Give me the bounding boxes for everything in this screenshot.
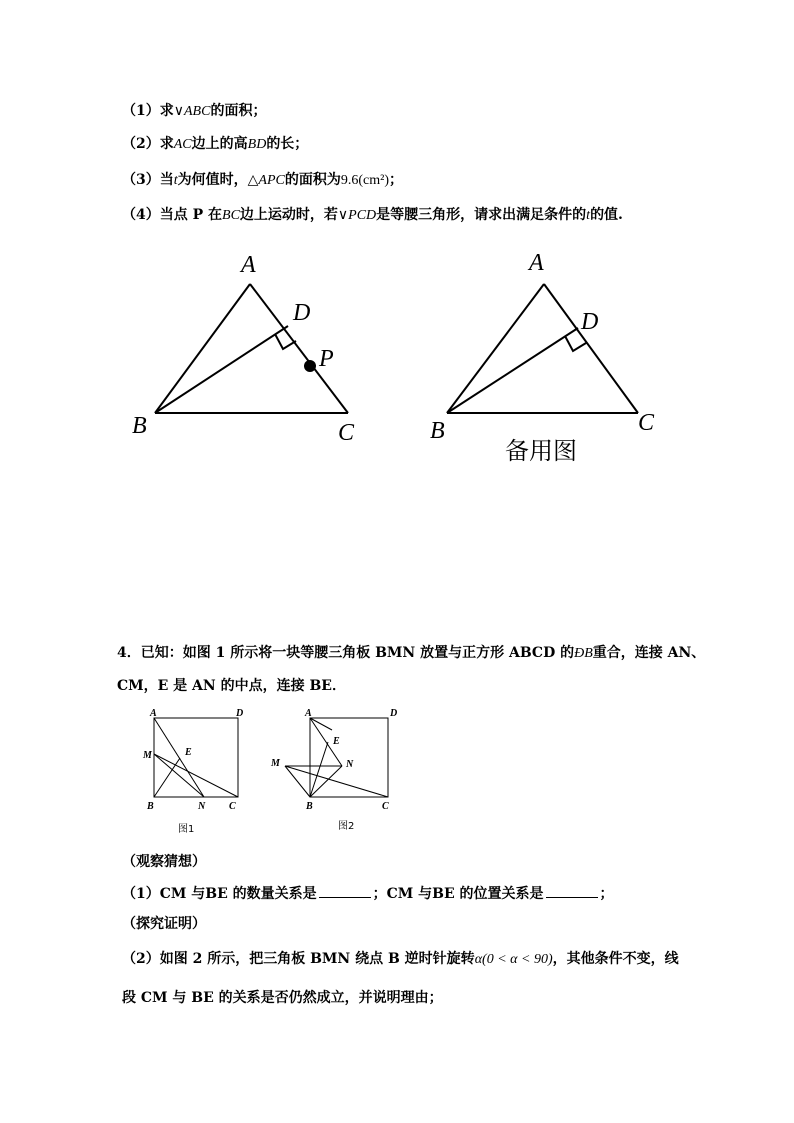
label-p: P bbox=[319, 346, 334, 372]
fig1-label-b: B bbox=[147, 801, 154, 812]
prove-line1-expr: α(0 < α < 90) bbox=[474, 952, 553, 967]
answer-blank-1[interactable] bbox=[319, 883, 371, 898]
fig2-caption: 图2 bbox=[338, 821, 355, 832]
fig1-label-n: N bbox=[198, 801, 206, 812]
observe-heading-text: （观察猜想） bbox=[122, 854, 206, 870]
answer-blank-2[interactable] bbox=[546, 883, 598, 898]
q3-label: （3）当 bbox=[122, 172, 174, 188]
prove-line1-a: （2）如图 2 所示，把三角板 BMN 绕点 B 逆时针旋转 bbox=[122, 951, 475, 967]
q4-expr3: t bbox=[586, 208, 591, 223]
label-c-2: C bbox=[638, 410, 655, 436]
q3-mid1: 为何值时， bbox=[177, 172, 248, 188]
observe-q-a: （1）CM 与BE 的数量关系是 bbox=[122, 886, 317, 902]
q3-expr3: 9.6(cm²) bbox=[340, 173, 389, 188]
q3-mid2: 的面积为 bbox=[284, 172, 341, 188]
q3-expr1: t bbox=[173, 173, 178, 188]
prove-line2-text: 段 CM 与 BE 的关系是否仍然成立，并说明理由； bbox=[122, 990, 443, 1006]
label-d: D bbox=[293, 300, 311, 326]
fig1-label-e: E bbox=[185, 747, 192, 758]
label-a-2: A bbox=[529, 250, 544, 276]
fig2-label-b: B bbox=[306, 801, 313, 812]
fig1-label-m: M bbox=[143, 750, 152, 761]
q2-tail: 的长； bbox=[266, 136, 309, 152]
q2-expr1: AC bbox=[173, 137, 192, 152]
q3-expr2: △APC bbox=[247, 173, 285, 188]
q1-expr: ∨ABC bbox=[173, 104, 211, 119]
fig2-label-e: E bbox=[333, 736, 340, 747]
segment-be bbox=[154, 758, 180, 797]
fig2-label-m: M bbox=[271, 758, 280, 769]
q1-tail: 的面积； bbox=[210, 103, 267, 119]
q4-mid1: 边上运动时，若 bbox=[239, 207, 338, 223]
prove-line1-b: ，其他条件不变，线 bbox=[552, 951, 679, 967]
q4-tail: 的值. bbox=[590, 207, 623, 223]
fig1-label-c: C bbox=[229, 801, 236, 812]
fig1-caption: 图1 bbox=[178, 824, 195, 835]
prove-line2 bbox=[122, 988, 443, 1008]
observe-question bbox=[122, 883, 614, 904]
q1-label: （1）求 bbox=[122, 103, 174, 119]
fig1-label-a: A bbox=[150, 708, 157, 719]
q4-label: （4）当点 P 在 bbox=[122, 207, 223, 223]
p4-line1-b: 重合，连接 AN、 bbox=[592, 645, 706, 661]
fig2-label-c: C bbox=[382, 801, 389, 812]
observe-q-b: ；CM 与BE 的位置关系是 bbox=[372, 886, 544, 902]
prove-heading bbox=[122, 914, 206, 934]
q3-tail: ； bbox=[388, 172, 403, 188]
label-c: C bbox=[338, 420, 355, 446]
q4-mid2: 是等腰三角形，请求出满足条件的 bbox=[376, 207, 587, 223]
fig2-label-a: A bbox=[305, 708, 312, 719]
q2-mid: 边上的高 bbox=[191, 136, 248, 152]
observe-q-c: ； bbox=[599, 886, 614, 902]
p4-line1-expr: ÐB bbox=[574, 646, 593, 661]
q4-expr1: BC bbox=[222, 208, 240, 223]
segment-ae-2 bbox=[310, 718, 332, 730]
q2-expr2: BD bbox=[247, 137, 267, 152]
segment-bm-2 bbox=[285, 766, 310, 797]
q4-expr2: ∨PCD bbox=[337, 208, 377, 223]
fig2-label-n: N bbox=[346, 759, 354, 770]
observe-heading bbox=[122, 852, 206, 872]
figure-2 bbox=[285, 718, 388, 797]
label-b: B bbox=[132, 413, 147, 439]
label-b-2: B bbox=[430, 418, 445, 444]
p4-line2: CM，E 是 AN 的中点，连接 BE． bbox=[117, 678, 346, 694]
fig2-label-d: D bbox=[390, 708, 398, 719]
spare-figure-caption: 备用图 bbox=[505, 437, 577, 465]
fig1-label-d: D bbox=[236, 708, 244, 719]
label-d-2: D bbox=[581, 309, 599, 335]
prove-line1 bbox=[122, 949, 679, 970]
p4-line1-a: 4．已知：如图 1 所示将一块等腰三角板 BMN 放置与正方形 ABCD 的 bbox=[117, 645, 575, 661]
figure-1 bbox=[154, 718, 238, 797]
label-a: A bbox=[241, 252, 256, 278]
q2-label: （2）求 bbox=[122, 136, 174, 152]
prove-heading-text: （探究证明） bbox=[122, 916, 206, 932]
